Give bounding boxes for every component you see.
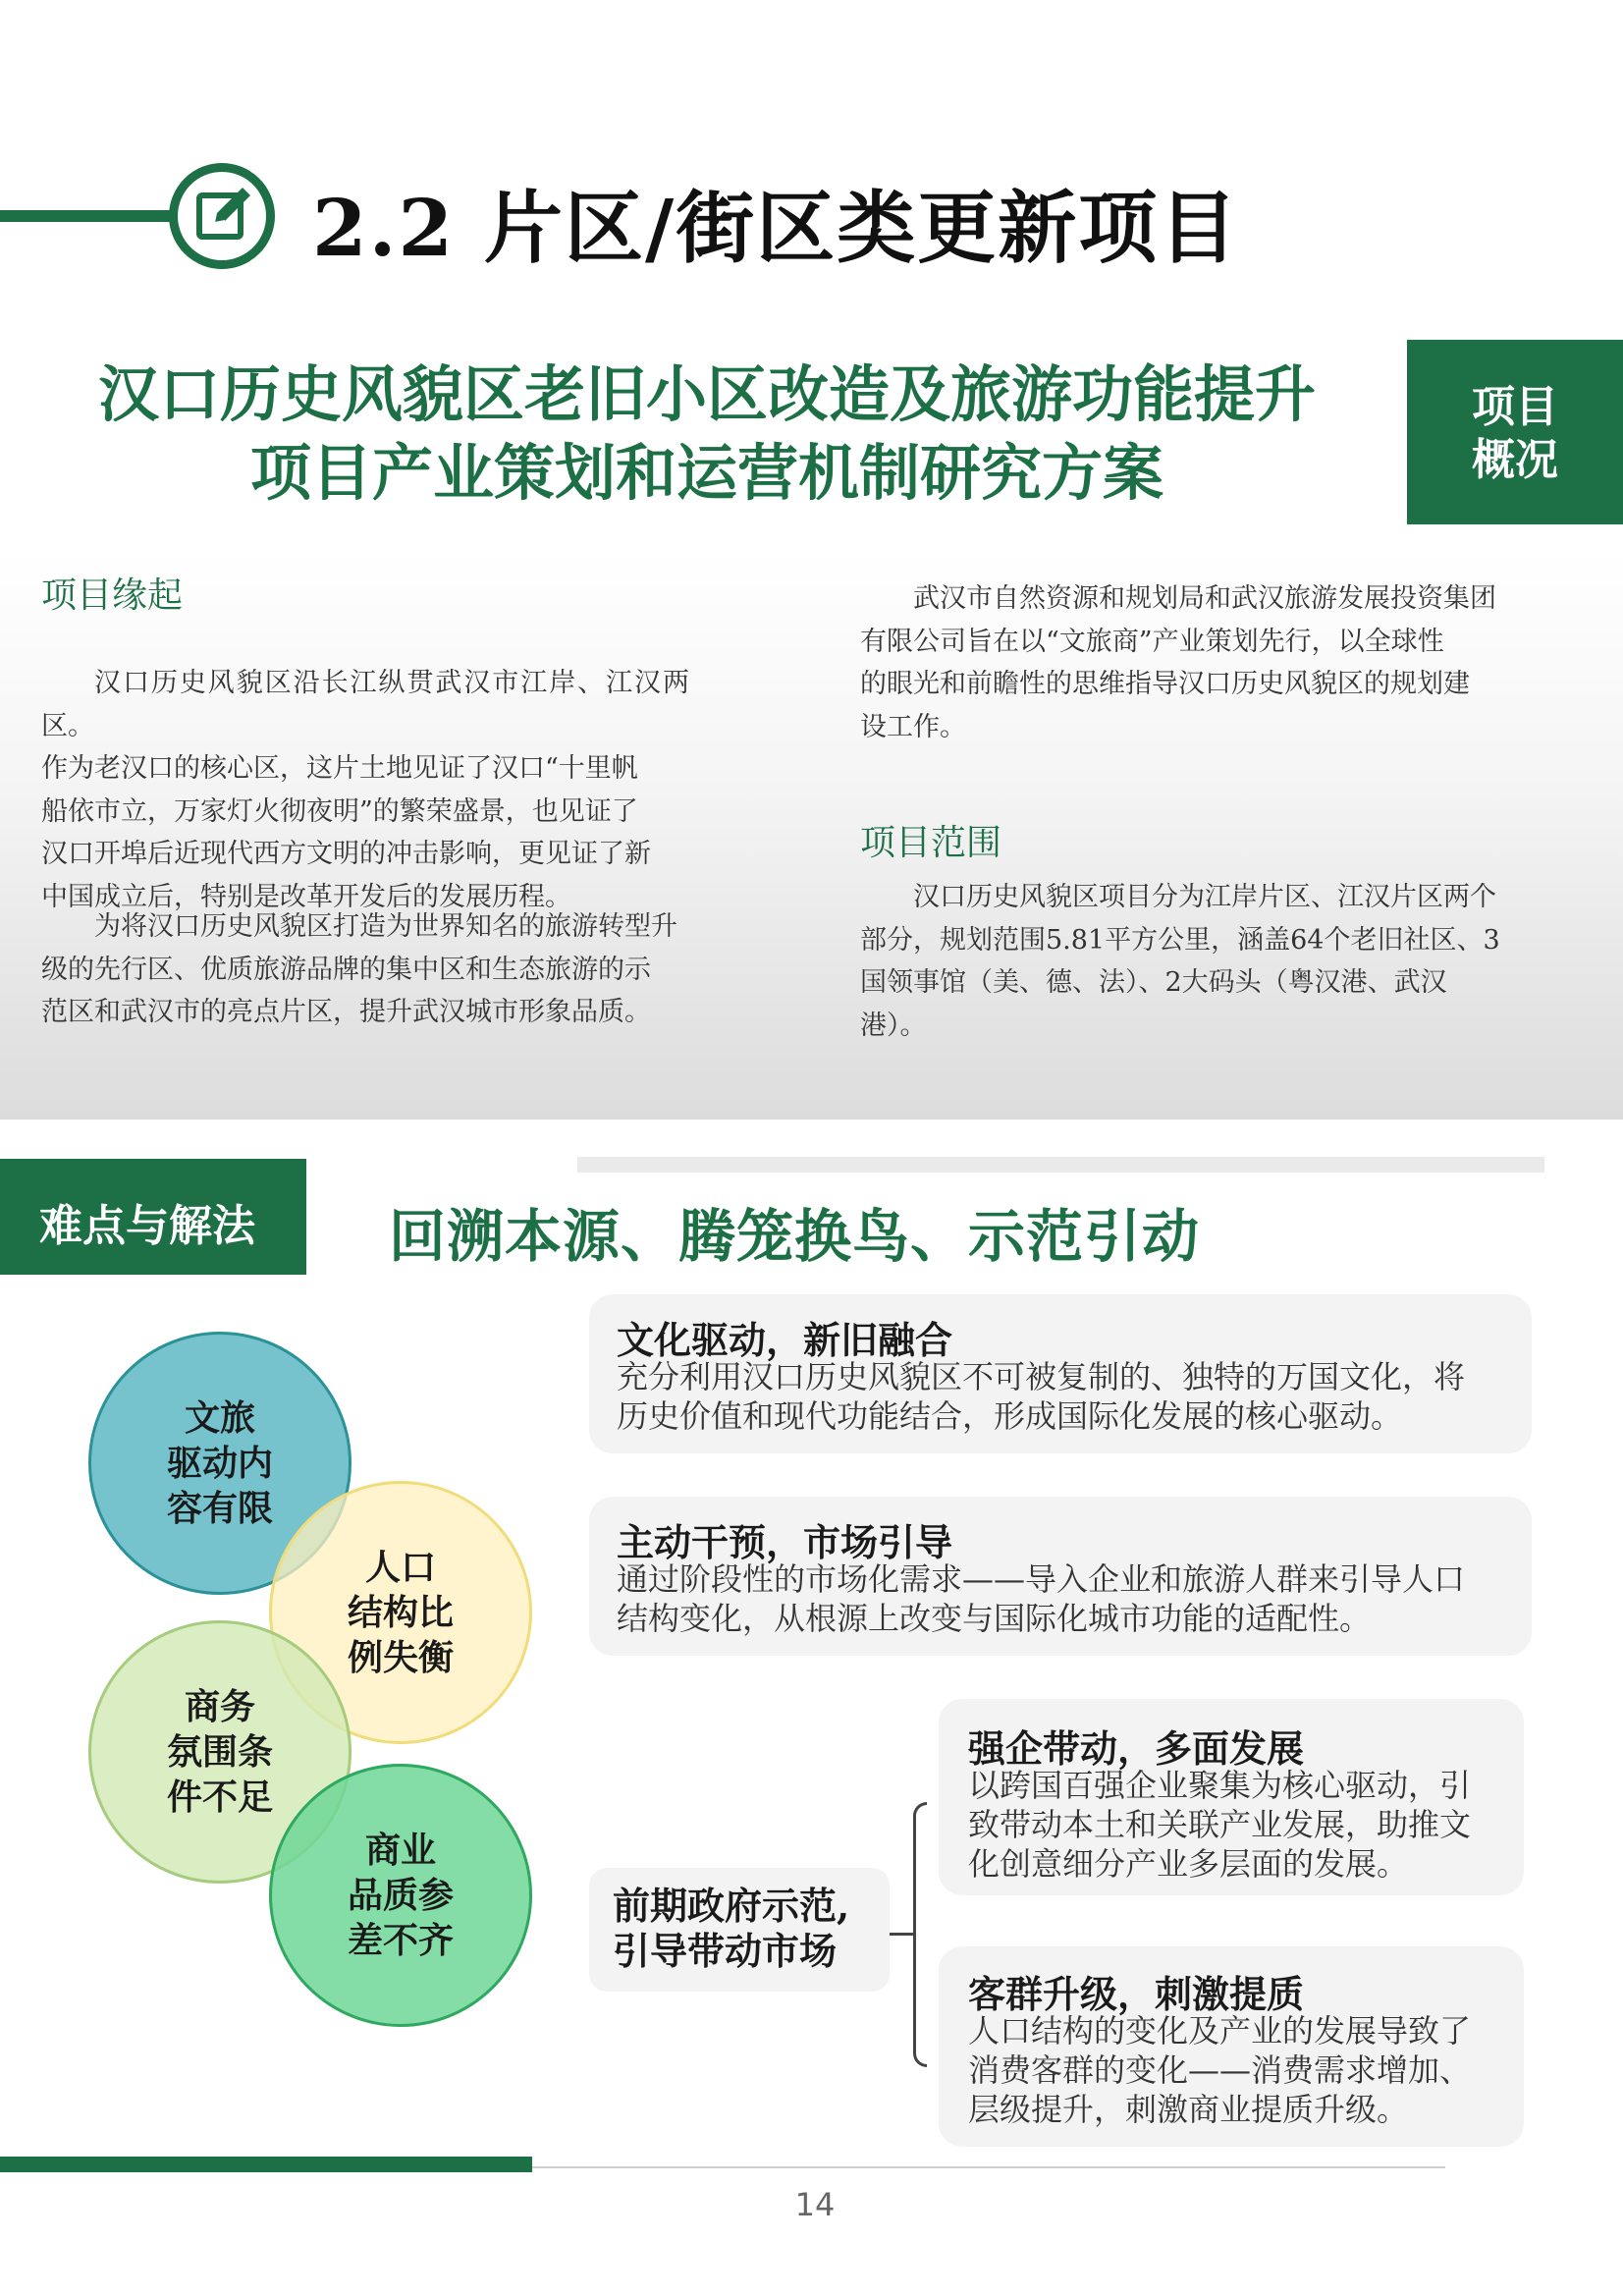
origin-heading: 项目缘起: [41, 575, 184, 616]
circle-line: 品质参: [347, 1875, 454, 1916]
text-line: 历史价值和现代功能结合，形成国际化发展的核心驱动。: [617, 1397, 1403, 1435]
badge-line: 项目: [1472, 382, 1558, 432]
text-line: 有限公司旨在以“文旅商”产业策划先行，以全球性: [860, 626, 1444, 657]
project-title-line: 汉口历史风貌区老旧小区改造及旅游功能提升: [97, 358, 1316, 430]
project-title: [29, 355, 1384, 513]
circle-line: 结构比: [347, 1592, 454, 1633]
footer-accent-bar: [0, 2157, 532, 2172]
text-line: 致带动本土和关联产业发展，助推文: [968, 1806, 1472, 1843]
text-line: 以跨国百强企业聚集为核心驱动，引: [968, 1767, 1472, 1804]
origin-paragraph-1: [41, 662, 689, 918]
origin-paragraph-2: [41, 905, 689, 1034]
text-line: 通过阶段性的市场化需求——导入企业和旅游人群来引导人口: [617, 1560, 1466, 1598]
bracket: [913, 1802, 927, 2067]
text-line: 作为老汉口的核心区，这片土地见证了汉口“十里帆: [41, 753, 638, 784]
text-line: 引导带动市场: [613, 1929, 838, 1973]
text-line: 港）。: [860, 1010, 927, 1041]
edit-icon: [169, 163, 275, 269]
text-line: 汉口开埠后近现代西方文明的冲击影响，更见证了新: [41, 839, 651, 869]
scope-heading: 项目范围: [860, 823, 1002, 863]
text-line: 船依市立，万家灯火彻夜明”的繁荣盛景，也见证了: [41, 795, 638, 827]
text-line: 层级提升，刺激商业提质升级。: [968, 2091, 1409, 2128]
text-line: 充分利用汉口历史风貌区不可被复制的、独特的万国文化，将: [617, 1358, 1466, 1395]
overview-badge: [1407, 340, 1623, 524]
badge-line: 概况: [1472, 435, 1558, 485]
circle-line: 差不齐: [347, 1920, 454, 1961]
text-line: 的眼光和前瞻性的思维指导汉口历史风貌区的规划建: [860, 669, 1470, 699]
text-line: 消费客群的变化——消费需求增加、: [968, 2051, 1472, 2089]
header-accent-line: [0, 210, 196, 222]
circle-line: 人口: [364, 1547, 436, 1588]
origin-paragraph-3: [860, 577, 1518, 748]
text-line: 武汉市自然资源和规划局和武汉旅游发展投资集团: [913, 583, 1496, 614]
text-line: 为将汉口历史风貌区打造为世界知名的旅游转型升: [94, 911, 677, 942]
card-text: [617, 1559, 1520, 1638]
difficulty-label: 难点与解法: [0, 1159, 306, 1275]
text-line: 汉口历史风貌区项目分为江岸片区、江汉片区两个: [913, 882, 1496, 912]
card-title: 主动干预，市场引导: [617, 1520, 953, 1564]
circle-line: 件不足: [166, 1777, 273, 1818]
card-text: [968, 2011, 1518, 2129]
project-title-line: 项目产业策划和运营机制研究方案: [249, 437, 1163, 509]
page-number: 14: [794, 2186, 836, 2223]
circle-line: 商务: [184, 1686, 255, 1727]
text-line: 前期政府示范,: [613, 1884, 850, 1928]
text-line: 汉口历史风貌区沿长江纵贯武汉市江岸、江汉两区。: [41, 668, 689, 741]
card-text: [968, 1766, 1518, 1884]
text-line: 设工作。: [860, 711, 966, 742]
circle-line: 容有限: [166, 1488, 273, 1529]
circle-line: 氛围条: [166, 1731, 273, 1773]
circle-line: 商业: [364, 1830, 436, 1871]
card-title: 文化驱动，新旧融合: [617, 1318, 953, 1362]
divider-bar: [577, 1157, 1544, 1173]
gov-card-title: [613, 1884, 849, 1974]
bracket-stem: [890, 1933, 915, 1936]
text-line: 范区和武汉市的亮点片区，提升武汉城市形象品质。: [41, 997, 651, 1027]
card-text: [617, 1357, 1520, 1436]
text-line: 级的先行区、优质旅游品牌的集中区和生态旅游的示: [41, 954, 651, 985]
circle-line: 文旅: [184, 1397, 255, 1439]
text-line: 结构变化，从根源上改变与国际化城市功能的适配性。: [617, 1600, 1372, 1637]
slogan: 回溯本源、腾笼换鸟、示范引动: [389, 1203, 1201, 1270]
card-title: 强企带动，多面发展: [968, 1726, 1305, 1771]
circle-line: 驱动内: [166, 1443, 273, 1484]
text-line: 中国成立后，特别是改革开发后的发展历程。: [41, 881, 571, 912]
footer-line: [532, 2166, 1445, 2168]
card-title: 客群升级，刺激提质: [968, 1972, 1305, 2016]
difficulty-circle: [269, 1764, 532, 2027]
circle-line: 例失衡: [347, 1637, 454, 1678]
section-title: 2.2 片区/街区类更新项目: [312, 182, 1240, 274]
text-line: 化创意细分产业多层面的发展。: [968, 1845, 1409, 1883]
text-line: 国领事馆（美、德、法）、2大码头（粤汉港、武汉: [860, 967, 1447, 998]
text-line: 部分，规划范围5.81平方公里，涵盖64个老旧社区、3: [860, 924, 1500, 956]
text-line: 人口结构的变化及产业的发展导致了: [968, 2012, 1472, 2050]
scope-paragraph: [860, 876, 1518, 1047]
